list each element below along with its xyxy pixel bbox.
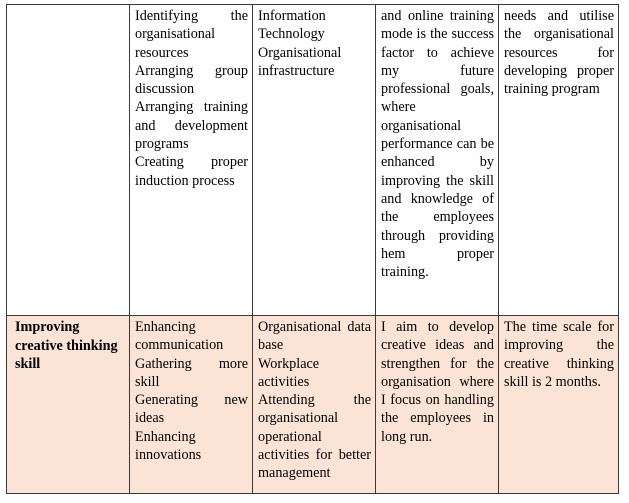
resource-item: Workplace activities: [258, 355, 320, 390]
timescale-text: The time scale for improving the creative thinking skill is 2 months.: [504, 319, 614, 390]
reflection-text: I aim to develop creative ideas and strengthen for the organisation where I focus on handling the employees in long run.: [381, 319, 494, 445]
skill-heading-cell: [7, 5, 130, 316]
activity-item: Generating new ideas: [135, 392, 248, 427]
reflection-cell: [376, 5, 499, 316]
activity-item: Arranging group discussion: [135, 62, 248, 98]
resource-item: Organisational data base: [258, 319, 371, 354]
resources-cell: [253, 316, 376, 494]
activity-item: Enhancing innovations: [135, 428, 202, 464]
skill-heading: Improving creative thinking skill: [15, 319, 118, 372]
timescale-text: needs and utilise the organisational resources for developing proper training program: [504, 8, 614, 98]
activity-item: Gathering more skill: [135, 355, 248, 390]
activity-item: Creating proper induction process: [135, 154, 248, 189]
resource-item: Organisational infrastructure: [258, 44, 342, 79]
activity-item: Enhancing communication: [135, 319, 224, 354]
timescale-cell: [499, 5, 619, 316]
resources-cell: [253, 5, 376, 316]
table-row: [7, 5, 619, 316]
development-plan-table: [6, 4, 619, 494]
timescale-cell: [499, 316, 619, 494]
activities-cell: [130, 5, 253, 316]
resource-item: Attending the organisational operational activities for better management: [258, 392, 371, 482]
resource-item: Information Technology: [258, 8, 326, 43]
reflection-text: and online training mode is the success factor to achieve my future professional goals, where organisational performance can be enhanced by improving the skill and knowledge of the employees through providing hem proper training.: [381, 8, 494, 281]
activity-item: Identifying the organisational resources: [135, 8, 248, 61]
skill-heading-cell: [7, 316, 130, 494]
reflection-cell: [376, 316, 499, 494]
table-row: [7, 316, 619, 494]
activity-item: Arranging training and development programs: [135, 99, 248, 153]
activities-cell: [130, 316, 253, 494]
